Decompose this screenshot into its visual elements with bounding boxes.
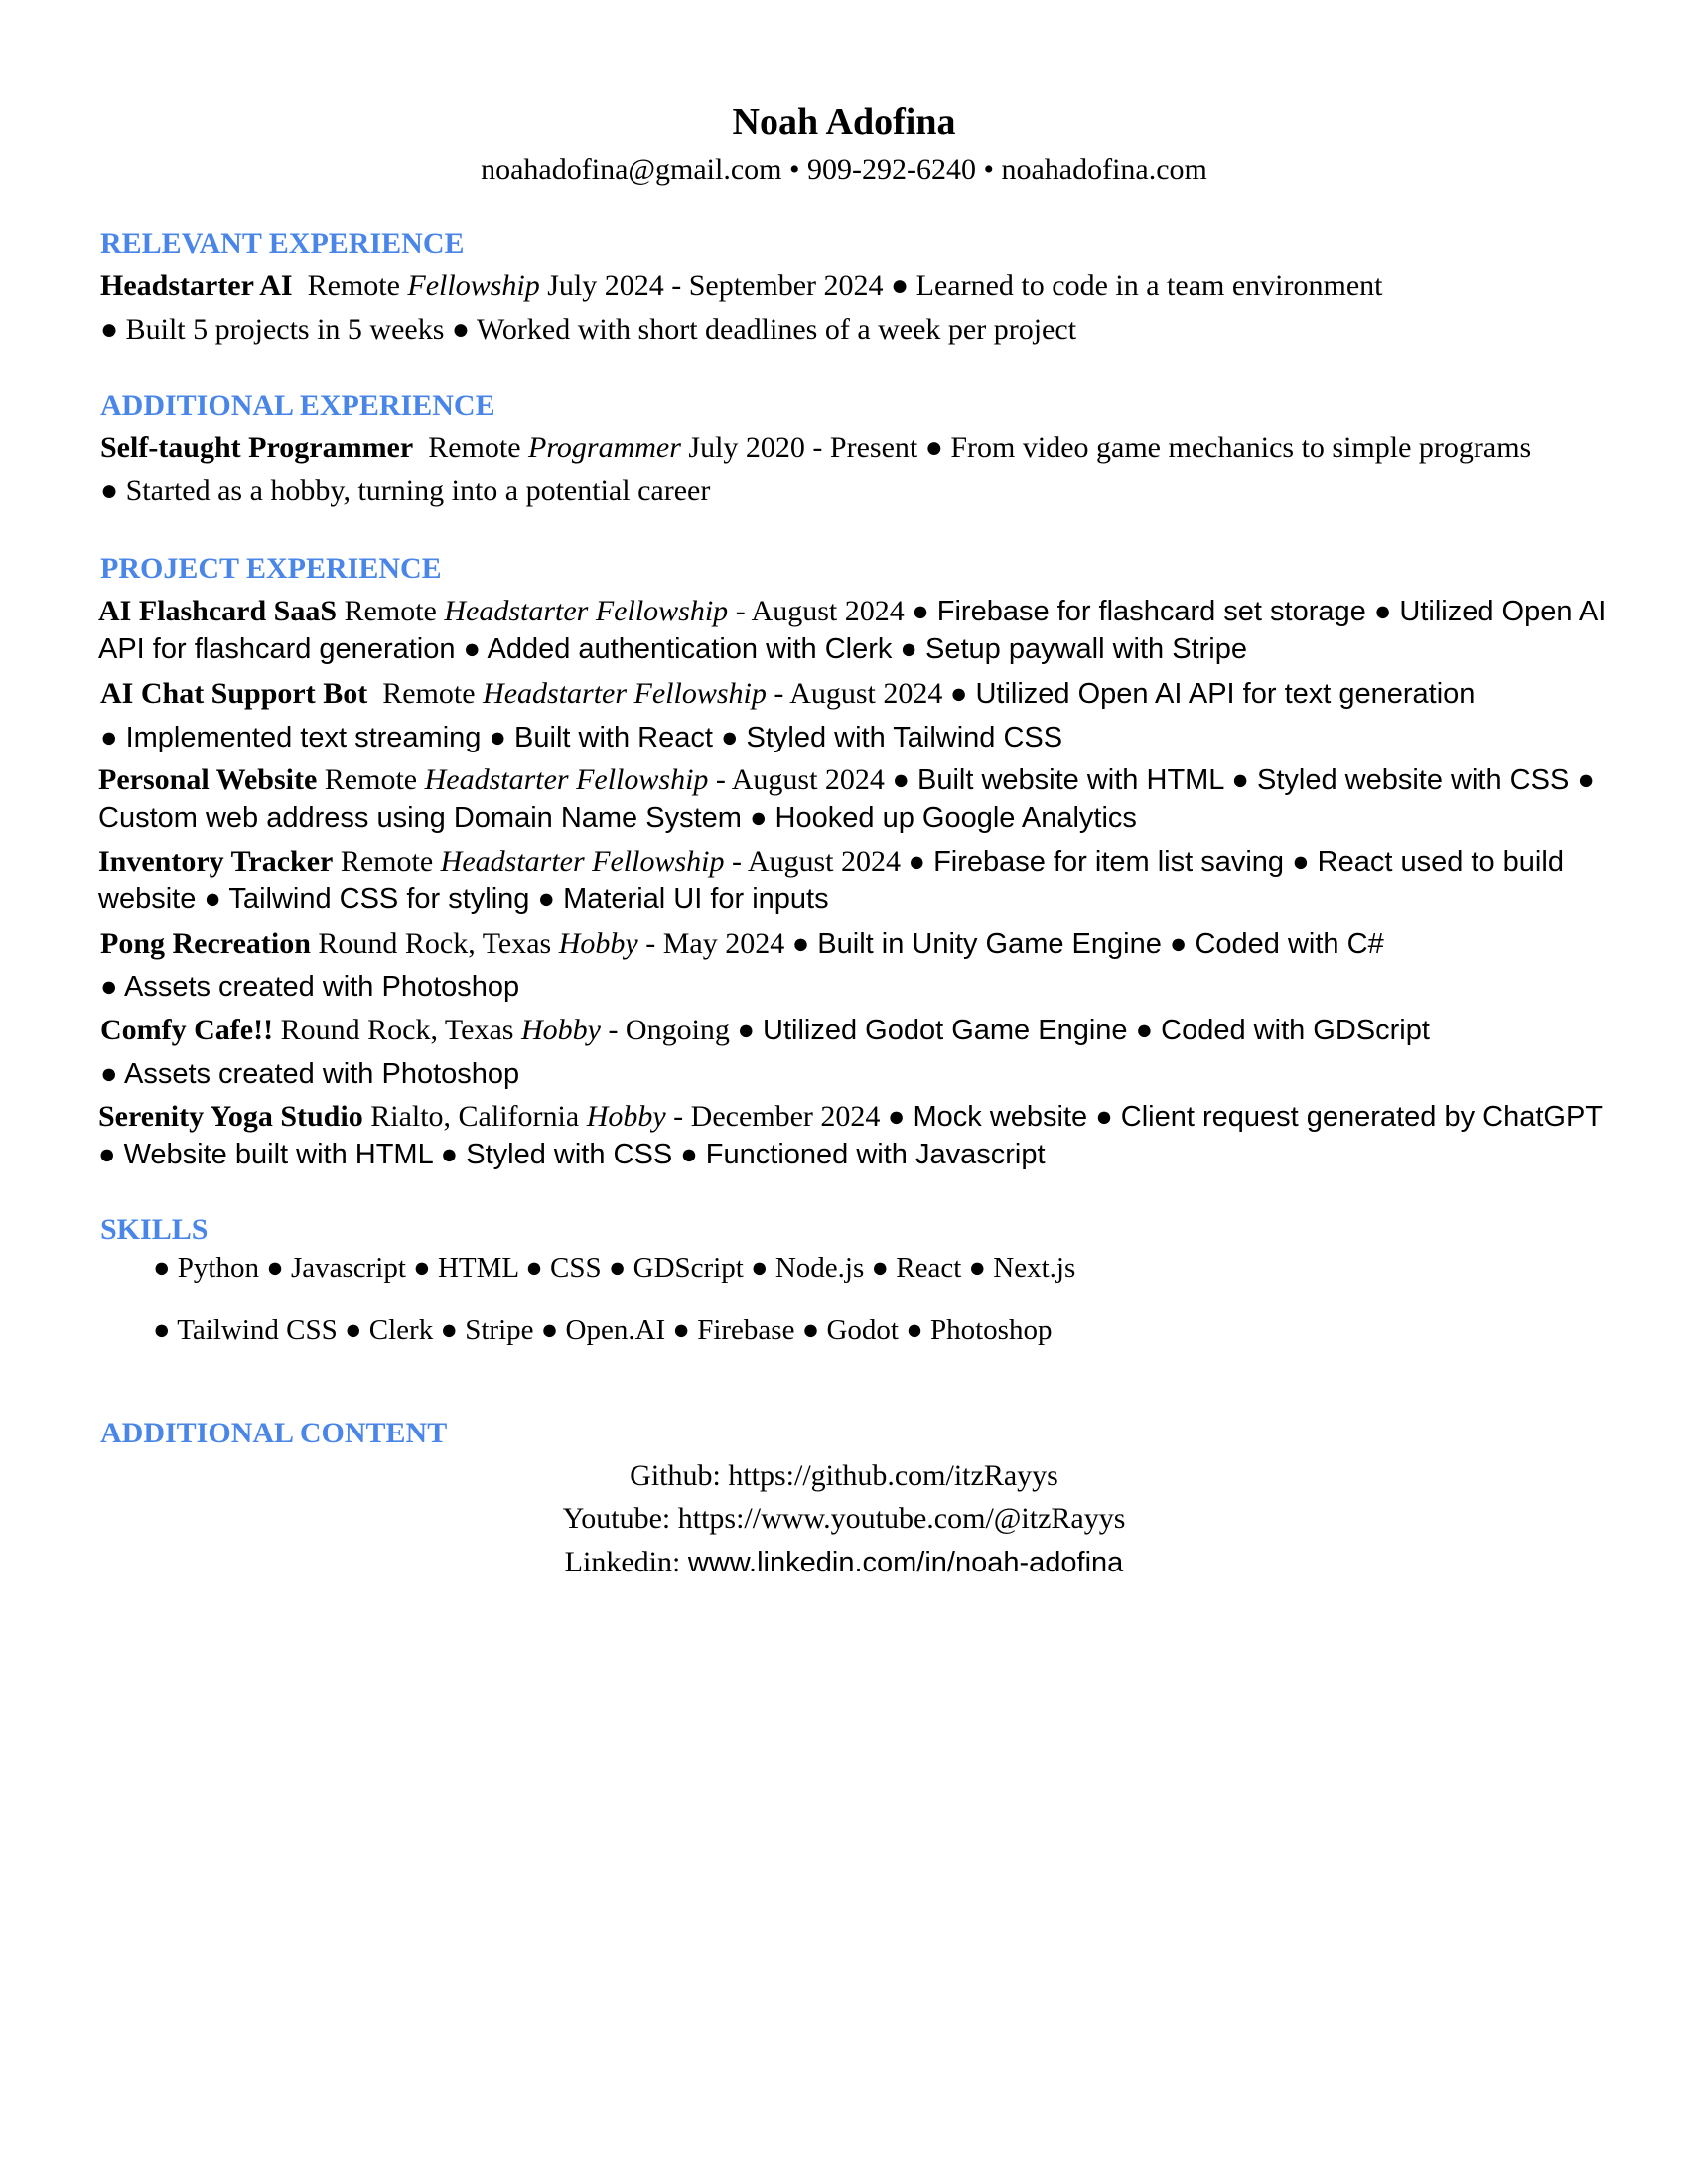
project-title: AI Flashcard SaaS [98,595,338,627]
contact-line: noahadofina@gmail.com • 909-292-6240 • noahadofina.com [481,153,1207,186]
additional-experience-line2: ● Started as a hobby, turning into a potential career [100,475,711,507]
skills-line: ● Python ● Javascript ● HTML ● CSS ● GDScript ● Node.js ● React ● Next.js [153,1252,1076,1284]
entry-role: Fellowship [407,269,540,302]
project-dates: - August 2024 [735,595,905,627]
project-dates: - August 2024 [732,845,902,878]
project-dates: - August 2024 [715,763,885,796]
project-title: AI Chat Support Bot [100,677,368,710]
youtube-label: Youtube: [562,1502,671,1535]
project-role: Hobby [558,927,638,960]
skills-line: ● Tailwind CSS ● Clerk ● Stripe ● Open.AI ● Firebase ● Godot ● Photoshop [153,1314,1053,1346]
project-title: Personal Website [98,763,318,796]
project-entry-inventory-tracker [98,843,1608,918]
project-location: Remote [324,763,418,796]
project-line2: ● Assets created with Photoshop [100,971,520,1003]
additional-experience-entry [100,428,1590,468]
entry-role: Programmer [528,431,681,464]
project-dates: - December 2024 [673,1100,881,1133]
section-title-project-experience: PROJECT EXPERIENCE [100,552,442,585]
section-title-relevant-experience: RELEVANT EXPERIENCE [100,227,465,260]
resume-name: Noah Adofina [732,101,956,143]
entry-org: Headstarter AI [100,269,293,302]
project-entry-personal-website [98,761,1608,837]
project-role: Headstarter Fellowship [424,763,709,796]
project-location: Remote [340,845,434,878]
youtube-link[interactable]: https://www.youtube.com/@itzRayys [677,1502,1126,1535]
youtube-line [0,1498,1688,1540]
project-location: Remote [382,677,476,710]
project-entry-pong [100,924,1590,964]
section-title-skills: SKILLS [100,1213,209,1246]
project-details: ● Utilized Open AI API for text generation [949,678,1476,710]
project-role: Hobby [586,1100,666,1133]
project-details: ● Mock website ● Client request generated by ChatGPT ● Website built with HTML ● Styled with CSS ● Functioned with Javascript [98,1101,1603,1170]
project-entry-serenity-yoga [98,1098,1608,1173]
entry-dates: July 2020 - Present [688,431,918,464]
project-details: ● Firebase for flashcard set storage ● Utilized Open AI API for flashcard generation ● Added authentication with Clerk ● Setup paywall with Stripe [98,596,1607,665]
project-details: ● Built website with HTML ● Styled website with CSS ● Custom web address using Domain Name System ● Hooked up Google Analytics [98,764,1595,834]
entry-bullet: ● Learned to code in a team environment [891,269,1383,302]
section-title-additional-content: ADDITIONAL CONTENT [100,1417,448,1449]
project-title: Comfy Cafe!! [100,1014,274,1046]
project-dates: - Ongoing [608,1014,730,1046]
project-title: Pong Recreation [100,927,311,960]
github-label: Github: [630,1459,721,1492]
entry-org: Self-taught Programmer [100,431,414,464]
entry-dates: July 2024 - September 2024 [547,269,884,302]
project-title: Serenity Yoga Studio [98,1100,363,1133]
entry-location: Remote [307,269,400,302]
project-entry-ai-chat-bot [100,674,1590,714]
project-role: Hobby [520,1014,601,1046]
linkedin-label: Linkedin: [564,1546,681,1578]
project-location: Rialto, California [370,1100,580,1133]
github-link[interactable]: https://github.com/itzRayys [728,1459,1058,1492]
github-line [0,1455,1688,1497]
entry-location: Remote [428,431,521,464]
project-line2: ● Assets created with Photoshop [100,1058,520,1090]
linkedin-link[interactable]: www.linkedin.com/in/noah-adofina [687,1547,1124,1578]
project-title: Inventory Tracker [98,845,334,878]
project-entry-ai-flashcard [98,593,1608,668]
project-dates: - May 2024 [645,927,785,960]
project-location: Remote [344,595,437,627]
project-location: Round Rock, Texas [318,927,552,960]
project-details: ● Utilized Godot Game Engine ● Coded with GDScript [737,1015,1430,1046]
project-role: Headstarter Fellowship [440,845,725,878]
project-line2: ● Implemented text streaming ● Built with React ● Styled with Tailwind CSS [100,722,1063,753]
relevant-experience-entry [100,266,1590,306]
project-entry-comfy-cafe [100,1011,1590,1050]
project-dates: - August 2024 [774,677,943,710]
project-role: Headstarter Fellowship [483,677,767,710]
relevant-experience-line2: ● Built 5 projects in 5 weeks ● Worked with short deadlines of a week per project [100,313,1077,345]
entry-bullet: ● From video game mechanics to simple programs [924,431,1532,464]
project-location: Round Rock, Texas [280,1014,514,1046]
project-details: ● Firebase for item list saving ● React used to build website ● Tailwind CSS for styling ● Material UI for inputs [98,846,1564,915]
project-role: Headstarter Fellowship [444,595,729,627]
linkedin-line [0,1542,1688,1583]
project-details: ● Built in Unity Game Engine ● Coded with C# [791,928,1384,960]
section-title-additional-experience: ADDITIONAL EXPERIENCE [100,389,495,422]
